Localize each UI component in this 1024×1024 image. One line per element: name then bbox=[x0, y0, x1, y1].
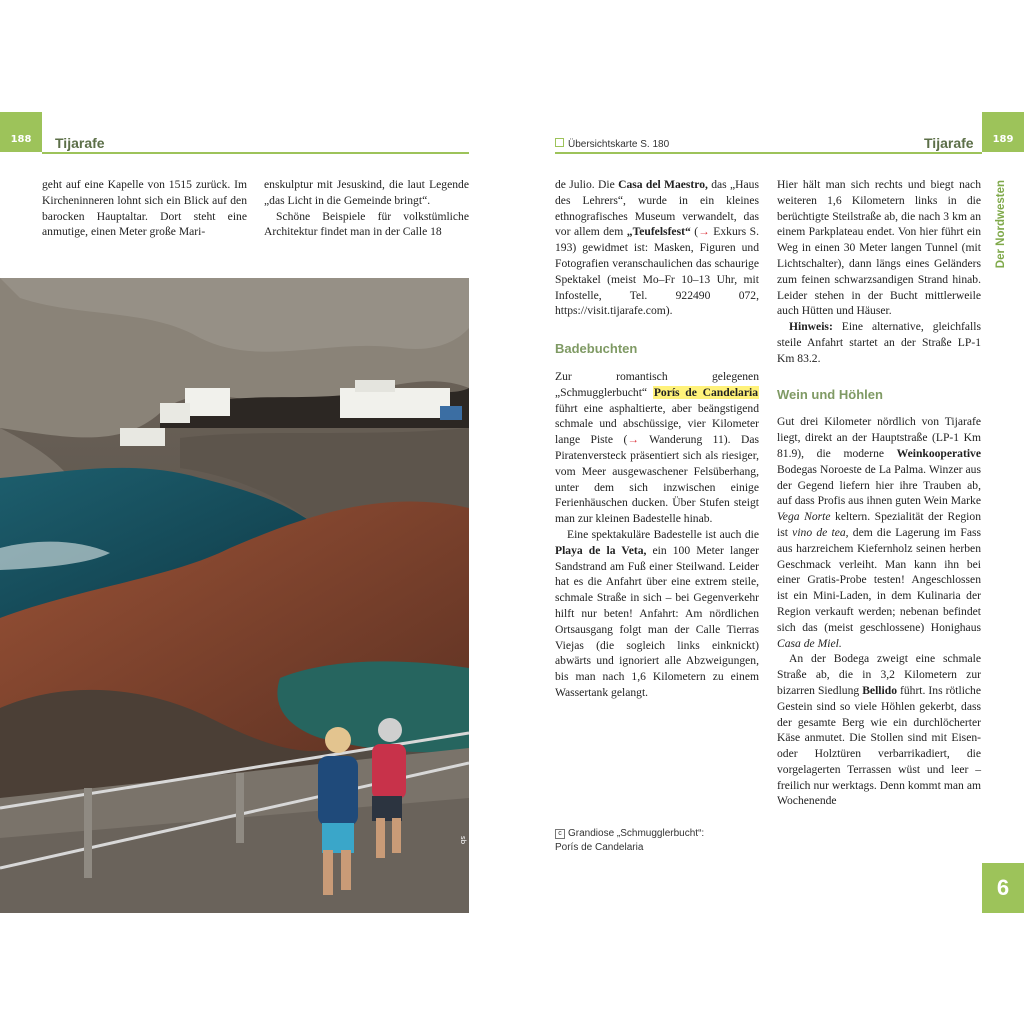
cross-reference-arrow-icon: → bbox=[627, 433, 639, 447]
caption-line: Porís de Candelaria bbox=[555, 842, 644, 853]
page-number-right: 189 bbox=[982, 112, 1024, 152]
paragraph: de Julio. Die Casa del Maestro, das „Haus des Lehrers“, wurde in ein kleines ethnografisches Museum verwandelt, das vor allem dem „Teufelsfest“ (→ Exkurs S. 193) gewidmet ist: Masken, Figuren und Fotografien veranschaulichen das schaurige Spektakel (meist Mo–Fr 10–13 Uhr, mit Infostelle, Tel. 922490 072, https://visit.tijarafe.com). bbox=[555, 178, 759, 318]
cross-reference-arrow-icon: → bbox=[698, 225, 710, 239]
paragraph: Eine spektakuläre Badestelle ist auch die Playa de la Veta, ein 100 Meter langer Sandstrand am Fuß einer Steilwand. Leider hat es die Anfahrt über eine extrem steile, schmale Straße in sich – bei Gegenverkehr hilft nur beten! Anfahrt: Am nördlichen Ortsausgang folgt man der Calle Tierras Viejas (die sogleich links einknickt) abwärts und ignoriert alle Abzweigungen, bis man nach 1,6 Kilometern zu einem Wassertank gelangt. bbox=[555, 527, 759, 699]
paragraph: Hinweis: Eine alternative, gleichfalls steile Anfahrt startet an der Straße LP-1 Km 83.2. bbox=[777, 320, 981, 365]
section-heading-badebuchten: Badebuchten bbox=[555, 341, 638, 357]
running-title-left: Tijarafe bbox=[55, 135, 105, 151]
paragraph: Zur romantisch gelegenen „Schmugglerbucht“ Porís de Candelaria führt eine asphaltierte, aber beängstigend schmale und abschüssige, vier Kilometer lange Piste (→ Wanderung 11). Das Piratenversteck präsentiert sich als riesiger, vom Meer ausgewaschener Felsüberhang, unter dem sich inzwischen einige Ferienhäuschen ducken. Über Stufen steigt man zur kleinen Badestelle hinab. bbox=[555, 369, 759, 526]
page-number-left: 188 bbox=[0, 112, 42, 152]
paragraph: Gut drei Kilometer nördlich von Tijarafe liegt, direkt an der Hauptstraße (LP-1 Km 81.9), die moderne Weinkooperative Bodegas Noroeste de La Palma. Winzer aus der Gegend liefern hier ihre Trauben ab, auf dass Profis aus ihnen guten Wein Marke Vega Norte keltern. Spezialität der Region ist vino de tea, dem die Lagerung im Fass aus harzreichem Kiefernholz seinen herben Geschmack verleiht. Man kann ihn bei einer Gratis-Probe testen! Angeschlossen ist ein Mini-Laden, in dem Kulinaria der Region verkauft werden; nebenan befindet sich das (meist geschlossene) Honighaus Casa de Miel. bbox=[777, 415, 982, 650]
photo-caption bbox=[555, 827, 759, 855]
caption-icon: c bbox=[555, 829, 565, 839]
header-rule-left bbox=[42, 152, 469, 154]
map-box-icon bbox=[555, 138, 564, 147]
photo-schmugglerbucht bbox=[0, 278, 469, 913]
paragraph: geht auf eine Kapelle von 1515 zurück. Im Kircheninneren lohnt sich ein Blick auf den barocken Hauptaltar. Dort steht eine anmutige, einen Meter große Mari- bbox=[42, 178, 247, 239]
left-column-1 bbox=[42, 177, 247, 240]
right-column-2 bbox=[777, 177, 981, 809]
paragraph: enskulptur mit Jesuskind, die laut Legende „das Licht in die Gemeinde bringt“. bbox=[264, 178, 469, 207]
chapter-sidebar-label: Der Nordwesten bbox=[995, 180, 1007, 269]
running-title-right: Tijarafe bbox=[924, 135, 974, 151]
photo-credit: sb bbox=[459, 836, 467, 845]
photo-illustration bbox=[0, 278, 469, 913]
map-reference-text: Übersichtskarte S. 180 bbox=[568, 139, 670, 150]
left-column-2 bbox=[264, 177, 469, 240]
header-rule-right bbox=[555, 152, 982, 154]
right-column-1 bbox=[555, 177, 759, 701]
section-heading-wein-und-hoehlen: Wein und Höhlen bbox=[777, 386, 883, 402]
chapter-number-tab: 6 bbox=[982, 863, 1024, 913]
caption-line: Grandiose „Schmugglerbucht“: bbox=[568, 828, 705, 839]
paragraph: Schöne Beispiele für volkstümliche Architektur findet man in der Calle 18 bbox=[264, 209, 469, 239]
highlighted-place-name: Porís de Candelaria bbox=[653, 385, 758, 399]
paragraph: Hier hält man sich rechts und biegt nach weiteren 1,6 Kilometern links in die berüchtigte Steilstraße ab, die nach 3 km an einem Parkplateau endet. Von hier führt ein Weg in einen 30 Meter langen Tunnel (mit Lichtschalter), dann längs eines Geländers zum feinen schwarzsandigen Strand hinab. Leider stehen in der Bucht mittlerweile auch Hütten und Häuser. bbox=[777, 178, 981, 318]
paragraph: An der Bodega zweigt eine schmale Straße ab, die in 3,2 Kilometern zur bizarren Siedlung Bellido führt. Ins rötliche Gestein sind so viele Höhlen gekerbt, dass der gesamte Berg wie ein durchlöcherter Käse anmutet. Die Stollen sind mit Eisen- oder Holztüren verbarrikadiert, die vorgelagerten Terrassen wüst und leer – freilich nur werktags. Denn kommt man am Wochenende bbox=[777, 652, 982, 808]
map-reference bbox=[555, 138, 669, 150]
